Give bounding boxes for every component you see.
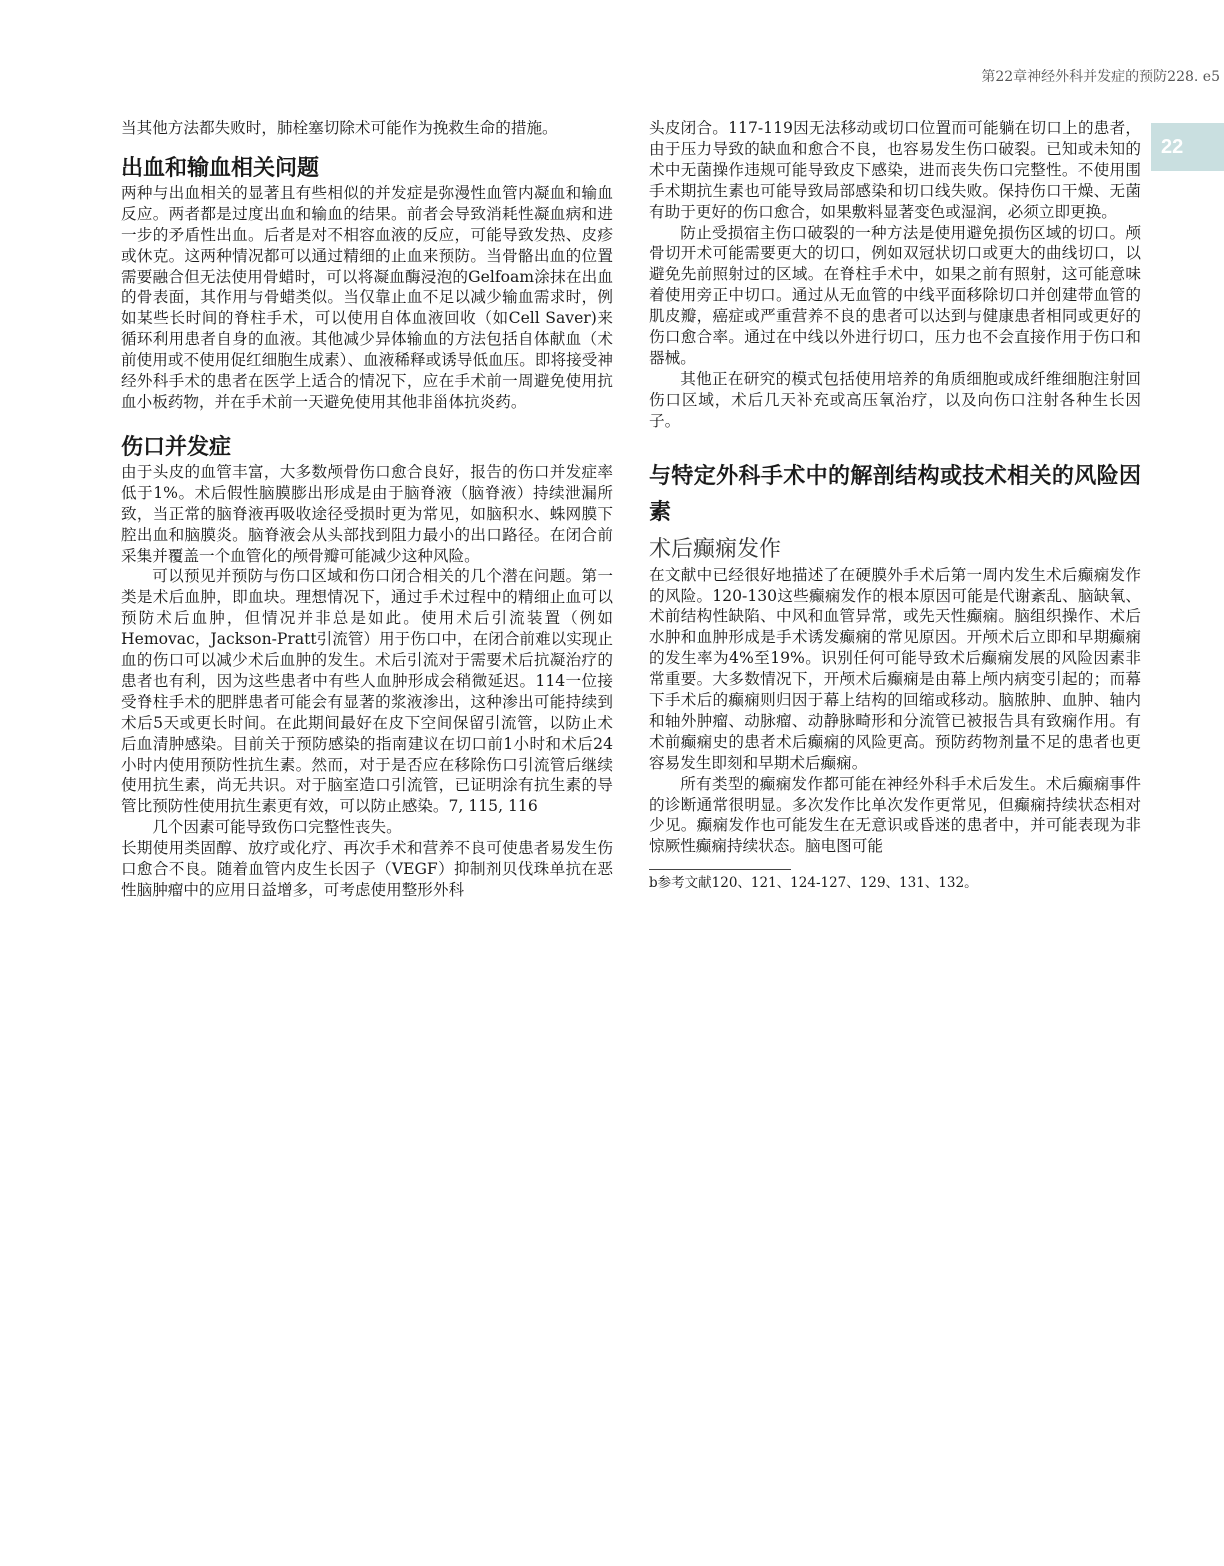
- paragraph-bleeding: 两种与出血相关的显著且有些相似的并发症是弥漫性血管内凝血和输血反应。两者都是过度出血和输血的结果。前者会导致消耗性凝血病和进一步的矛盾性出血。后者是对不相容血液的反应，可能导致发热、皮疹或休克。这两种情况都可以通过精细的止血来预防。当骨骼出血的位置需要融合但无法使用骨蜡时，可以将凝血酶浸泡的Gelfoam涂抹在出血的骨表面，其作用与骨蜡类似。当仅靠止血不足以减少输血需求时，例如某些长时间的脊柱手术，可以使用自体血液回收（如Cell Saver)来循环利用患者自身的血液。其他减少异体输血的方法包括自体献血（术前使用或不使用促红细胞生成素）、血液稀释或诱导低血压。即将接受神经外科手术的患者在医学上适合的情况下，应在手术前一周避免使用抗血小板药物，并在手术前一天避免使用其他非甾体抗炎药。: [121, 183, 613, 411]
- running-header: 第22章神经外科并发症的预防228. e5: [981, 69, 1220, 85]
- chapter-tab: 22: [1151, 123, 1224, 171]
- heading-bleeding-transfusion: 出血和输血相关问题: [121, 154, 320, 181]
- paragraph-prevention: 防止受损宿主伤口破裂的一种方法是使用避免损伤区域的切口。颅骨切开术可能需要更大的切口，例如双冠状切口或更大的曲线切口，以避免先前照射过的区域。在脊柱手术中，如果之前有照射，这可能意味着使用旁正中切口。通过从无血管的中线平面移除切口并创建带血管的肌皮瓣，癌症或严重营养不良的患者可以达到与健康患者相同或更好的伤口愈合率。通过在中线以外进行切口，压力也不会直接作用于伤口和器械。: [649, 223, 1141, 367]
- footnote-divider: [649, 869, 791, 870]
- paragraph-continued: 头皮闭合。117-119因无法移动或切口位置而可能躺在切口上的患者，由于压力导致的缺血和愈合不良，也容易发生伤口破裂。已知或未知的术中无菌操作违规可能导致皮下感染，进而丧失伤口完整性。不使用围手术期抗生素也可能导致局部感染和切口线失败。保持伤口干燥、无菌有助于更好的伤口愈合，如果敷料显著变色或湿润，必须立即更换。: [649, 119, 1141, 221]
- right-column: [649, 118, 1141, 892]
- left-column: [121, 118, 613, 901]
- paragraph-research: 其他正在研究的模式包括使用培养的角质细胞或成纤维细胞注射回伤口区域，术后几天补充或高压氧治疗，以及向伤口注射各种生长因子。: [649, 369, 1141, 430]
- subheading-postoperative-seizures: 术后癫痫发作: [649, 536, 782, 562]
- paragraph-seizure-2: 所有类型的癫痫发作都可能在神经外科手术后发生。术后癫痫事件的诊断通常很明显。多次发作比单次发作更常见，但癫痫持续状态相对少见。癫痫发作也可能发生在无意识或昏迷的患者中，并可能表现为非惊厥性癫痫持续状态。脑电图可能: [649, 774, 1141, 856]
- paragraph-wound-1: 由于头皮的血管丰富，大多数颅骨伤口愈合良好，报告的伤口并发症率低于1%。术后假性脑膜膨出形成是由于脑脊液（脑脊液）持续泄漏所致，当正常的脑脊液再吸收途径受损时更为常见，如脑积水、蛛网膜下腔出血和脑膜炎。脑脊液会从头部找到阻力最小的出口路径。在闭合前采集并覆盖一个血管化的颅骨瓣可能减少这种风险。: [121, 462, 613, 565]
- heading-risk-factors: 与特定外科手术中的解剖结构或技术相关的风险因素: [649, 462, 1141, 525]
- paragraph-seizure-1: 在文献中已经很好地描述了在硬膜外手术后第一周内发生术后癫痫发作的风险。120-130这些癫痫发作的根本原因可能是代谢紊乱、脑缺氧、术前结构性缺陷、中风和血管异常，或先天性癫痫。脑组织操作、术后水肿和血肿形成是手术诱发癫痫的常见原因。开颅术后立即和早期癫痫的发生率为4%至19%。识别任何可能导致术后癫痫发展的风险因素非常重要。大多数情况下，开颅术后癫痫是由幕上颅内病变引起的；而幕下手术后的癫痫则归因于幕上结构的回缩或移动。脑脓肿、血肿、轴内和轴外肿瘤、动脉瘤、动静脉畸形和分流管已被报告具有致痫作用。有术前癫痫史的患者术后癫痫的风险更高。预防药物剂量不足的患者也更容易发生即刻和早期术后癫痫。: [649, 565, 1141, 772]
- paragraph-intro: 当其他方法都失败时，肺栓塞切除术可能作为挽救生命的措施。: [121, 119, 558, 137]
- paragraph-wound-2: 可以预见并预防与伤口区域和伤口闭合相关的几个潜在问题。第一类是术后血肿，即血块。理想情况下，通过手术过程中的精细止血可以预防术后血肿，但情况并非总是如此。使用术后引流装置（例如Hemovac，Jackson-Pratt引流管）用于伤口中，在闭合前难以实现止血的伤口可以减少术后血肿的发生。术后引流对于需要术后抗凝治疗的患者也有利，因为这些患者中有些人血肿形成会稍微延迟。114一位接受脊柱手术的肥胖患者可能会有显著的浆液渗出，这种渗出可能持续到术后5天或更长时间。在此期间最好在皮下空间保留引流管，以防止术后血清肿感染。目前关于预防感染的指南建议在切口前1小时和术后24小时内使用预防性抗生素。然而，对于是否应在移除伤口引流管后继续使用抗生素，尚无共识。对于脑室造口引流管，已证明涂有抗生素的导管比预防性使用抗生素更有效，可以防止感染。7, 115, 116: [121, 567, 613, 816]
- heading-wound-complications: 伤口并发症: [121, 433, 232, 460]
- footnote: b参考文献120、121、124-127、129、131、132。: [649, 875, 978, 892]
- paragraph-wound-3: 几个因素可能导致伤口完整性丧失。: [152, 818, 402, 837]
- paragraph-wound-4: 长期使用类固醇、放疗或化疗、再次手术和营养不良可使患者易发生伤口愈合不良。随着血管内皮生长因子（VEGF）抑制剂贝伐珠单抗在恶性脑肿瘤中的应用日益增多，可考虑使用整形外科: [121, 839, 613, 899]
